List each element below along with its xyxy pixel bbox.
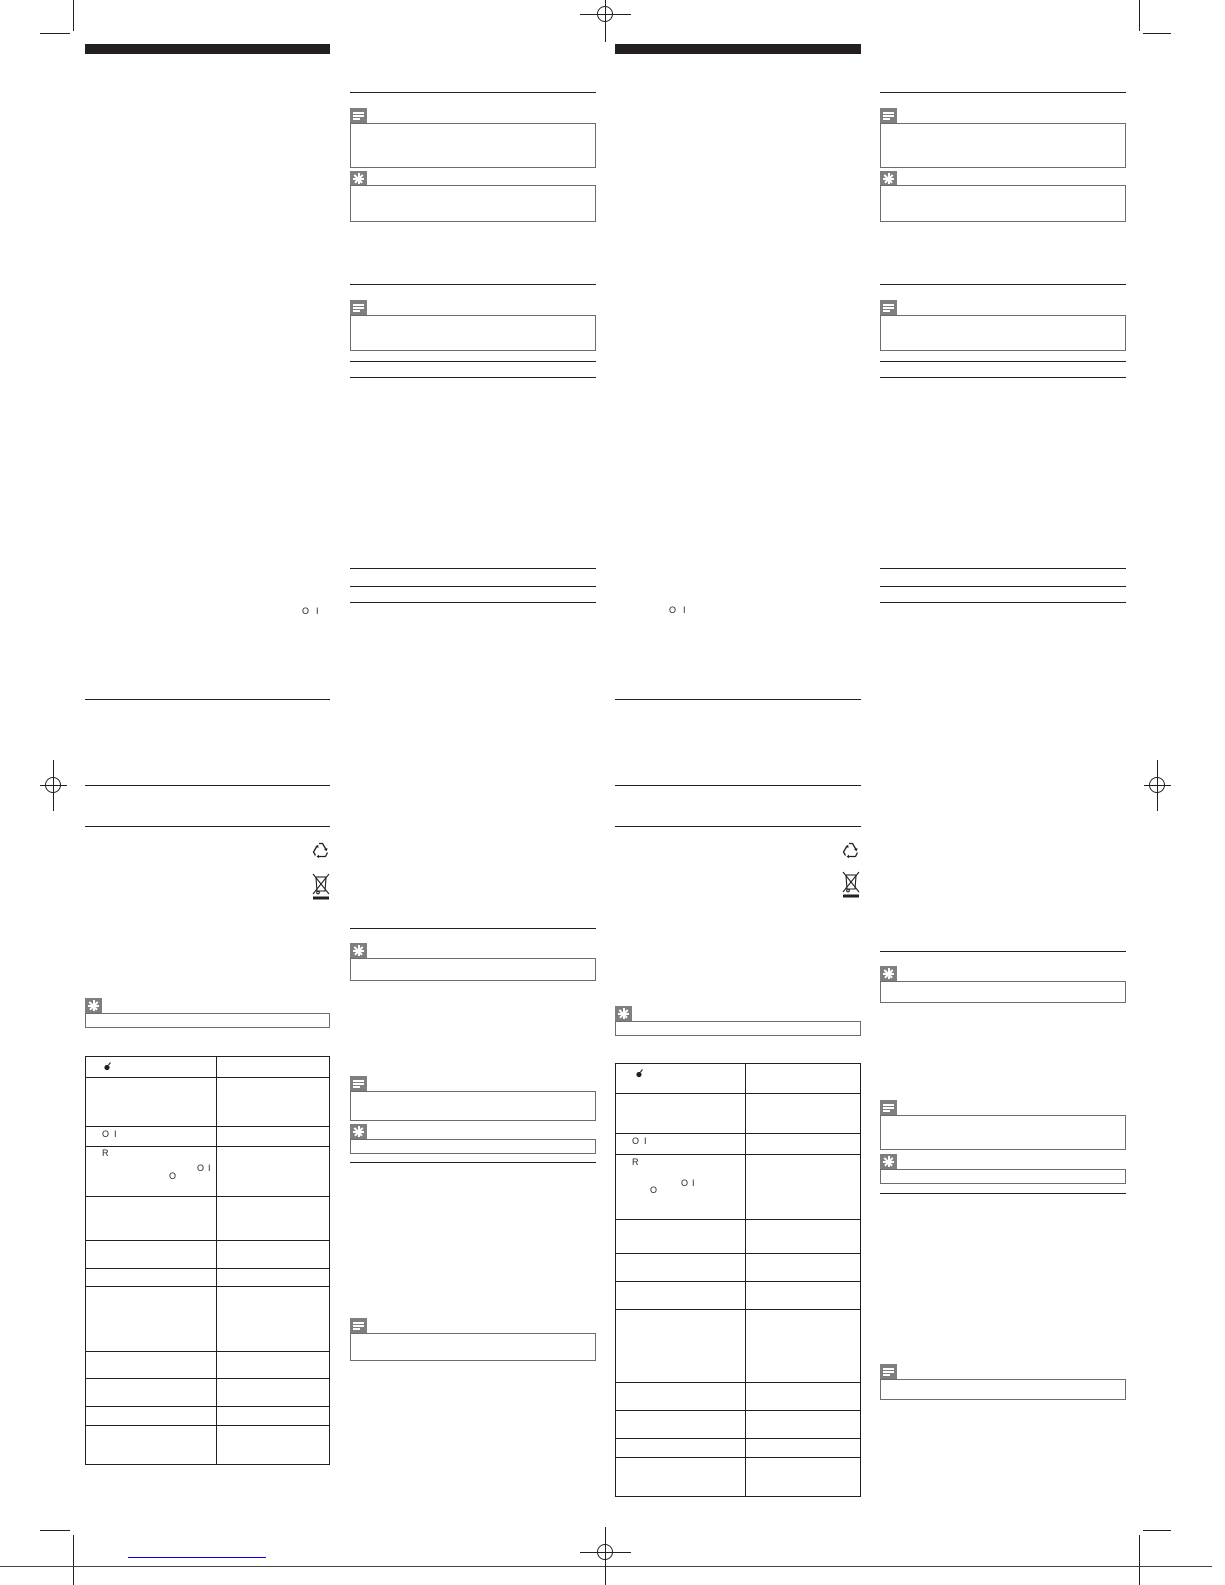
table-cell: [746, 1383, 860, 1410]
power-on-symbol: I: [683, 605, 686, 615]
power-off-symbol: O: [302, 606, 310, 616]
note-icon: [880, 300, 897, 315]
table-cell: [86, 1352, 217, 1378]
table-cell: [616, 1064, 746, 1093]
table-cell: [616, 1458, 746, 1496]
section-rule: [615, 826, 861, 827]
table-cell: [746, 1220, 860, 1253]
power-off-symbol: O: [102, 1129, 110, 1139]
table-cell: [746, 1155, 860, 1219]
table-cell: [86, 1407, 217, 1425]
section-rule: [880, 951, 1126, 952]
left-page-specs-table: [85, 1056, 330, 1465]
table-row: [616, 1064, 860, 1093]
crop-mark-top-right: [1139, 0, 1140, 31]
section-rule: [350, 586, 596, 587]
tip-box: [350, 958, 596, 981]
table-row: [86, 1351, 329, 1378]
table-cell: [217, 1241, 329, 1268]
table-row: [86, 1425, 329, 1464]
tip-box: [350, 1139, 596, 1154]
section-rule: [350, 1162, 596, 1163]
table-row: [86, 1268, 329, 1286]
reset-symbol: R: [632, 1157, 639, 1167]
section-rule: [880, 377, 1126, 378]
table-cell: [616, 1155, 746, 1219]
section-rule: [350, 928, 596, 929]
power-on-symbol: I: [114, 1129, 117, 1139]
note-box: [880, 1115, 1126, 1150]
section-rule: [880, 568, 1126, 569]
table-cell: [86, 1241, 217, 1268]
table-cell: [746, 1310, 860, 1382]
left-page-header-bar: [85, 44, 330, 54]
registration-mark-icon: [580, 0, 631, 42]
power-off-symbol: O: [197, 1163, 205, 1173]
tip-box: [85, 1013, 330, 1028]
note-box: [350, 1091, 596, 1121]
table-row: [616, 1253, 860, 1281]
recycle-icon: [311, 840, 331, 860]
crop-mark-top-left: [73, 0, 74, 31]
table-row: [616, 1438, 860, 1457]
tip-icon: [880, 171, 897, 186]
table-cell: [86, 1287, 217, 1351]
table-cell: [616, 1383, 746, 1410]
table-cell: [616, 1254, 746, 1281]
table-cell: [217, 1197, 329, 1240]
table-row: [86, 1126, 329, 1146]
footer-link[interactable]: [128, 1546, 266, 1558]
power-on-symbol: I: [208, 1163, 211, 1173]
table-cell: [86, 1197, 217, 1240]
crossed-out-wheelie-bin-icon: [311, 871, 331, 901]
power-on-symbol: I: [644, 1136, 647, 1146]
section-rule: [880, 284, 1126, 285]
section-rule: [350, 361, 596, 362]
table-cell: [217, 1127, 329, 1146]
table-cell: [86, 1078, 217, 1126]
crop-mark-top-right: [1143, 33, 1171, 34]
table-row: [86, 1406, 329, 1425]
table-cell: [86, 1379, 217, 1406]
right-page-header-bar: [615, 44, 861, 54]
table-row: [86, 1240, 329, 1268]
power-off-symbol: O: [650, 1185, 658, 1195]
note-icon: [350, 300, 367, 315]
table-cell: [746, 1134, 860, 1154]
table-cell: [86, 1426, 217, 1464]
table-row: [616, 1410, 860, 1438]
table-row: [616, 1093, 860, 1133]
tip-box: [880, 1169, 1126, 1184]
tip-box: [615, 1021, 861, 1036]
section-rule: [880, 92, 1126, 93]
table-cell: [616, 1134, 746, 1154]
table-cell: [86, 1269, 217, 1286]
registration-mark-icon: [40, 760, 67, 811]
table-cell: [616, 1439, 746, 1457]
section-rule: [350, 568, 596, 569]
note-box: [350, 315, 596, 351]
crop-mark-top-left: [40, 33, 70, 34]
table-cell: [217, 1407, 329, 1425]
table-cell: [746, 1064, 860, 1093]
table-symbol-icon: [635, 1068, 644, 1078]
table-cell: [746, 1094, 860, 1133]
tip-icon: [615, 1006, 632, 1021]
table-row: [616, 1382, 860, 1410]
registration-mark-icon: [580, 1527, 631, 1585]
table-row: [616, 1219, 860, 1253]
note-box: [880, 123, 1126, 168]
table-cell: [86, 1127, 217, 1146]
table-row: [616, 1281, 860, 1309]
table-row: [616, 1133, 860, 1154]
table-row: [86, 1057, 329, 1077]
table-row: [616, 1457, 860, 1496]
table-cell: [86, 1057, 217, 1077]
tip-box: [350, 185, 596, 222]
power-off-symbol: O: [169, 1171, 177, 1181]
section-rule: [85, 826, 330, 827]
recycle-icon: [841, 840, 861, 860]
power-off-symbol: O: [669, 605, 677, 615]
table-cell: [616, 1282, 746, 1309]
tip-icon: [350, 1124, 367, 1139]
crop-mark-bottom-right: [1143, 1530, 1171, 1531]
power-on-symbol: I: [316, 606, 319, 616]
table-cell: [217, 1057, 329, 1077]
table-cell: [746, 1439, 860, 1457]
table-row: [86, 1286, 329, 1351]
note-icon: [880, 108, 897, 123]
table-cell: [217, 1269, 329, 1286]
section-rule: [880, 361, 1126, 362]
registration-mark-icon: [1144, 760, 1171, 811]
tip-icon: [880, 1154, 897, 1169]
section-rule: [880, 586, 1126, 587]
table-cell: [746, 1282, 860, 1309]
table-symbol-icon: [103, 1061, 112, 1071]
section-rule: [615, 699, 861, 700]
tip-icon: [350, 943, 367, 958]
note-box: [350, 1333, 596, 1361]
crop-mark-bottom-right: [1139, 1535, 1140, 1585]
table-cell: [217, 1287, 329, 1351]
power-off-symbol: O: [681, 1178, 689, 1188]
note-icon: [880, 1100, 897, 1115]
tip-icon: [880, 966, 897, 981]
power-on-symbol: I: [692, 1178, 695, 1188]
tip-box: [880, 185, 1126, 222]
section-rule: [350, 377, 596, 378]
table-row: [86, 1146, 329, 1196]
table-cell: [217, 1147, 329, 1196]
tip-box: [880, 981, 1126, 1003]
note-icon: [350, 1076, 367, 1091]
table-cell: [217, 1352, 329, 1378]
table-row: [86, 1196, 329, 1240]
table-cell: [616, 1310, 746, 1382]
section-rule: [85, 785, 330, 786]
table-cell: [616, 1220, 746, 1253]
table-row: [616, 1154, 860, 1219]
note-icon: [350, 1318, 367, 1333]
table-row: [616, 1309, 860, 1382]
table-cell: [616, 1094, 746, 1133]
crop-mark-bottom-left: [40, 1530, 70, 1531]
crossed-out-wheelie-bin-icon: [841, 869, 861, 899]
note-box: [880, 1379, 1126, 1400]
right-page-specs-table: [615, 1063, 861, 1497]
section-rule: [880, 602, 1126, 603]
table-cell: [746, 1458, 860, 1496]
table-cell: [217, 1426, 329, 1464]
section-rule: [350, 602, 596, 603]
table-cell: [746, 1411, 860, 1438]
note-box: [880, 315, 1126, 351]
section-rule: [880, 1193, 1126, 1194]
tip-icon: [85, 998, 102, 1013]
table-cell: [217, 1078, 329, 1126]
table-cell: [217, 1379, 329, 1406]
note-icon: [350, 108, 367, 123]
table-cell: [746, 1254, 860, 1281]
section-rule: [350, 284, 596, 285]
crop-mark-bottom-left: [73, 1535, 74, 1585]
reset-symbol: R: [102, 1148, 109, 1158]
section-rule: [85, 699, 330, 700]
note-box: [350, 123, 596, 168]
tip-icon: [350, 171, 367, 186]
power-off-symbol: O: [632, 1136, 640, 1146]
table-row: [86, 1077, 329, 1126]
table-cell: [616, 1411, 746, 1438]
table-row: [86, 1378, 329, 1406]
table-cell: [86, 1147, 217, 1196]
section-rule: [350, 92, 596, 93]
section-rule: [615, 785, 861, 786]
note-icon: [880, 1364, 897, 1379]
